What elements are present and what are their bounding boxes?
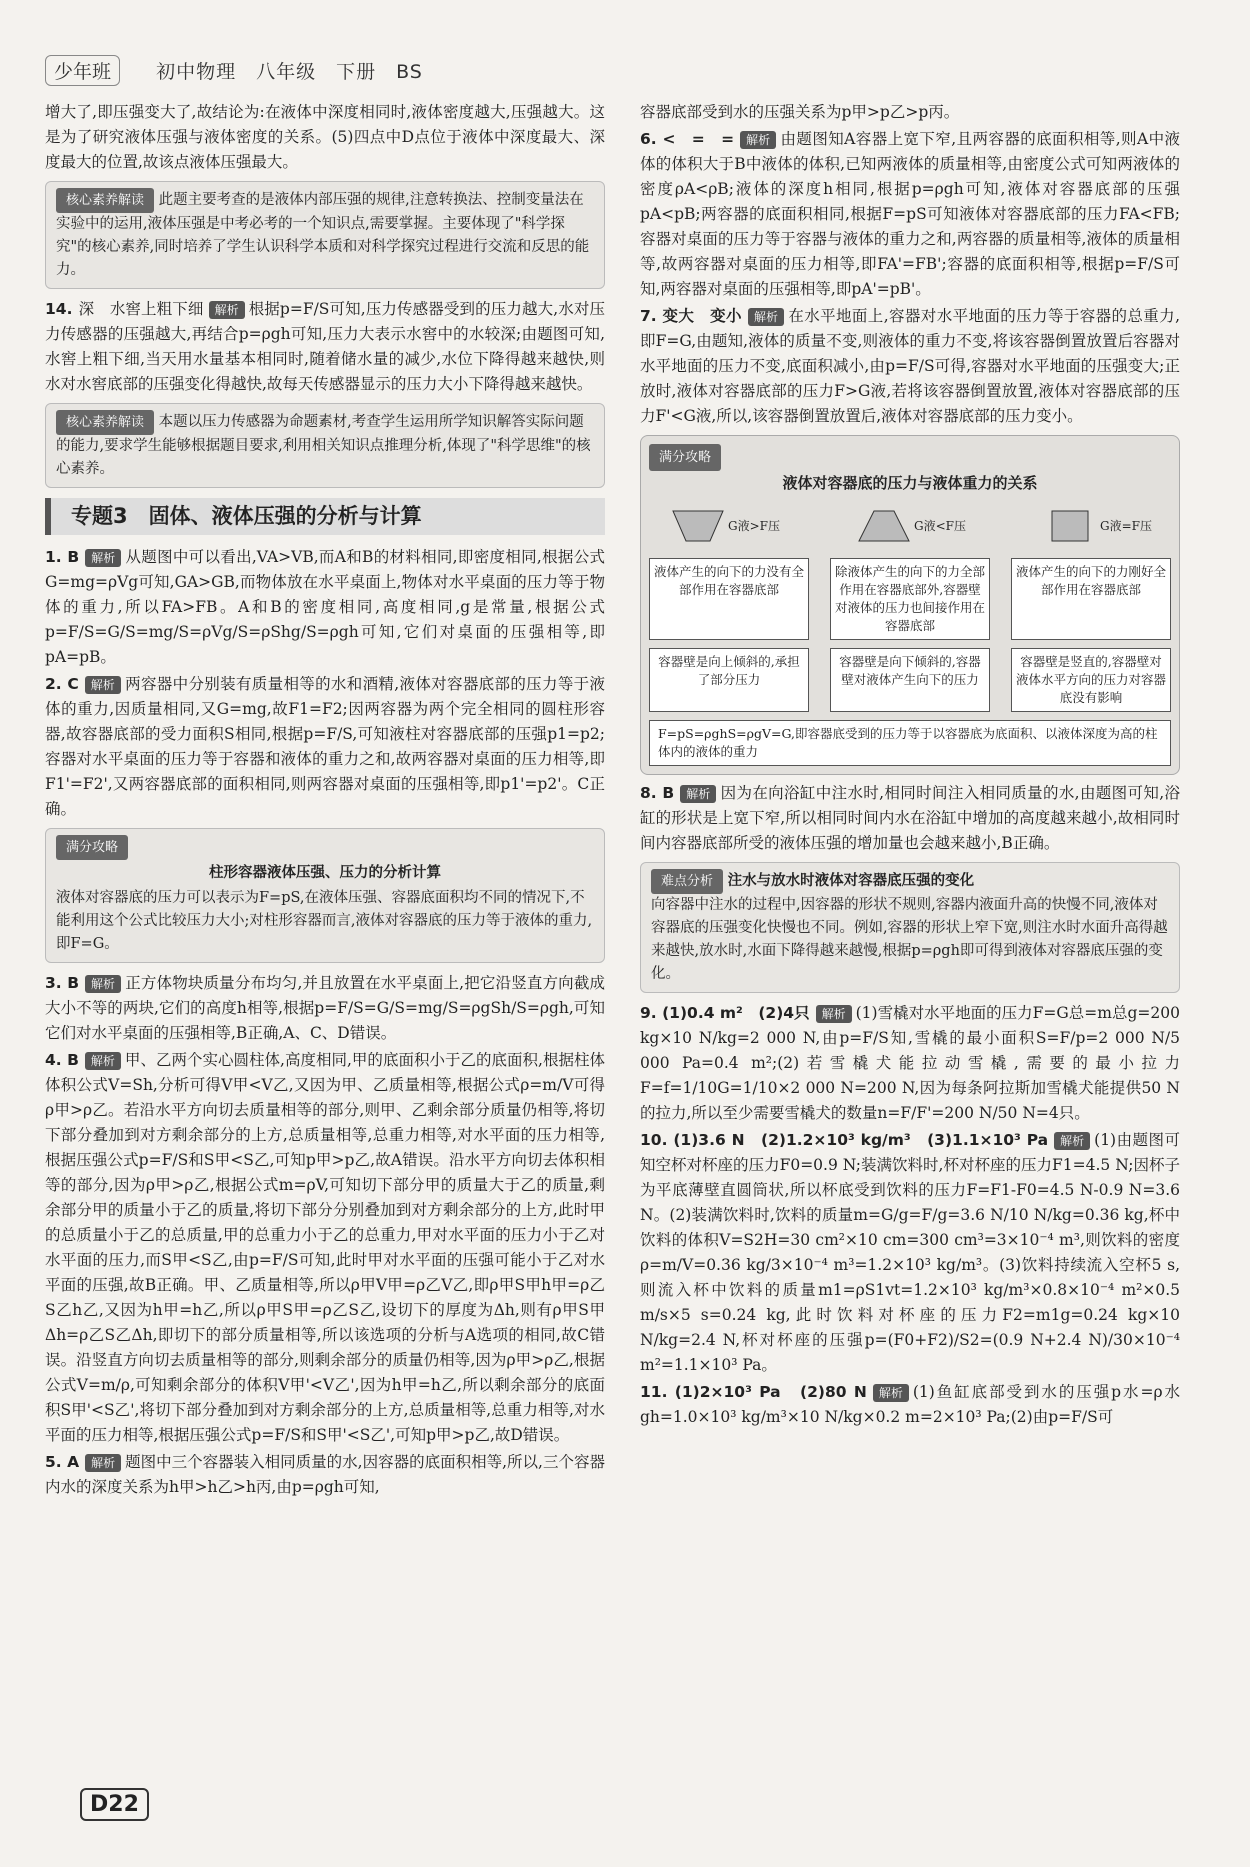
diagram-cell: 容器壁是竖直的,容器壁对液体水平方向的压力对容器底没有影响	[1011, 648, 1171, 712]
header-subject: 初中物理 八年级 下册 BS	[156, 61, 423, 83]
right-column	[640, 100, 1180, 1432]
box-title: 柱形容器液体压强、压力的分析计算	[209, 865, 441, 881]
page-number: D22	[80, 1788, 149, 1821]
question-10: 10. (1)3.6 N (2)1.2×10³ kg/m³ (3)1.1×10³ Pa 解析 (1)由题图可知空杯对杯座的压力F0=0.9 N;装满饮料时,杯对杯座的压力F1=4.5 N;因杯子为平底薄壁直圆筒状,所以杯底受到饮料的压力F=F1-F0=4.5 N-0.9 N=3.6 N。(2)装满饮料时,饮料的质量m=G/g=F/g=3.6 N/10 N/kg=0.36 kg,杯中饮料的体积V=S2H=30 cm²×10 cm=300 cm³=3×10⁻⁴ m³,则饮料的密度ρ=m/V=0.36 kg/3×10⁻⁴ m³=1.2×10³ kg/m³。(3)饮料持续流入空杯5 s,则流入杯中饮料的质量m1=ρS1vt=1.2×10³ kg/m³×0.8×10⁻⁴ m²×0.5 m/s×5 s=0.24 kg,此时饮料对杯座的压力F2=m1g=0.24 kg×10 N/kg=2.4 N,杯对杯座的压强p=(F0+F2)/S2=(0.9 N+2.4 N)/30×10⁻⁴ m²=1.1×10³ Pa。	[640, 1131, 1180, 1374]
box-title: 注水与放水时液体对容器底压强的变化	[727, 873, 975, 889]
vessel-icon	[1040, 506, 1100, 546]
explanation-row-2	[649, 648, 1171, 712]
vessel-narrow-top: G液<F压	[835, 502, 985, 550]
box-heading: 核心素养解读	[56, 188, 154, 213]
question-3: 3. B 解析 正方体物块质量分布均匀,并且放置在水平桌面上,把它沿竖直方向截成大小不等的两块,它们的高度h相等,根据p=F/S=G/S=mg/S=ρgSh/S=ρgh,可知它们对水平桌面的压强相等,B正确,A、C、D错误。	[45, 974, 605, 1042]
box-text: 本题以压力传感器为命题素材,考查学生运用所学知识解答实际问题的能力,要求学生能够根据题目要求,利用相关知识点推理分析,体现了"科学思维"的核心素养。	[56, 414, 591, 477]
question-4: 4. B 解析 甲、乙两个实心圆柱体,高度相同,甲的底面积小于乙的底面积,根据柱体体积公式V=Sh,分析可得V甲<V乙,又因为甲、乙质量相等,根据公式ρ=m/V可得ρ甲>ρ乙。若沿水平方向切去质量相等的部分,则甲、乙剩余部分质量仍相等,将切下部分叠加到对方剩余部分的上方,总质量相等,总重力相等,对水平面的压力相等,根据压强公式p=F/S和S甲<S乙,可知p甲>p乙,故A错误。沿水平方向切去体积相等的部分,因为ρ甲>ρ乙,根据公式m=ρV,可知切下部分甲的质量大于乙的质量,剩余部分甲的质量小于乙的质量,将切下部分分别叠加到对方剩余部分的上方,此时甲的总质量小于乙的总质量,甲的总重力小于乙的总重力,甲对水平面的压力小于乙对水平面的压力,而S甲<S乙,由p=F/S可知,此时甲对水平面的压强可能小于乙对水平面的压强,故B正确。甲、乙质量相等,所以ρ甲V甲=ρ乙V乙,即ρ甲S甲h甲=ρ乙S乙h乙,又因为h甲=h乙,所以ρ甲S甲=ρ乙S乙,设切下的厚度为Δh,则有ρ甲S甲Δh=ρ乙S乙Δh,即切下的部分质量相等,所以该选项的分析与A选项的相同,故C错误。沿竖直方向切去质量相等的部分,则剩余部分的质量仍相等,因为ρ甲>ρ乙,根据公式V=m/ρ,可知剩余部分的体积V甲'<V乙',因为h甲=h乙,所以剩余部分的底面积S甲'<S乙',将切下部分叠加到对方剩余部分的上方,总质量相等,总重力相等,对水平面的压力相等,根据压强公式p=F/S和S甲'<S乙',可知p甲>p乙,故D错误。	[45, 1051, 605, 1444]
diagram-cell: 液体产生的向下的力刚好全部作用在容器底部	[1011, 558, 1171, 640]
logo: 少年班	[45, 55, 120, 86]
analysis-tag: 解析	[209, 301, 245, 319]
vessel-row	[649, 502, 1171, 550]
diagram-cell: 液体产生的向下的力没有全部作用在容器底部	[649, 558, 809, 640]
question-7: 7. 变大 变小 解析 在水平地面上,容器对水平地面的压力等于容器的总重力,即F=G,由题知,液体的质量不变,则液体的重力不变,将该容器倒置放置后容器对水平地面的压力不变,底面积减小,由p=F/S可得,容器对水平地面的压强变大;正放时,液体对容器底部的压力F>G液,若将该容器倒置放置,液体对容器底部的压力F'<G液,所以,该容器倒置放置后,液体对容器底部的压力变小。	[640, 307, 1181, 425]
question-9: 9. (1)0.4 m² (2)4只 解析 (1)雪橇对水平地面的压力F=G总=m总g=200 kg×10 N/kg=2 000 N,由p=F/S知,雪橇的最小面积S=F/p=2 000 N/5 000 Pa=0.4 m²;(2)若雪橇犬能拉动雪橇,需要的最小拉力F=f=1/10G=1/10×2 000 N=200 N,因为每条阿拉斯加雪橇犬能提供50 N的拉力,所以至少需要雪橇犬的数量n=F/F'=200 N/50 N=4只。	[640, 1004, 1180, 1122]
page-header	[45, 55, 423, 86]
continuation: 容器底部受到水的压强关系为p甲>p乙>p丙。	[640, 103, 960, 121]
difficulty-box	[640, 862, 1180, 993]
pressure-diagram	[640, 435, 1180, 775]
box-text: 向容器中注水的过程中,因容器的形状不规则,容器内液面升高的快慢不同,液体对容器底的压强变化快慢也不同。例如,容器的形状上窄下宽,则注水时水面升高得越来越快,放水时,水面下降得越来越慢,根据p=ρgh即可得到液体对容器底压强的变化。	[651, 897, 1168, 982]
question-1: 1. B 解析 从题图中可以看出,VA>VB,而A和B的材料相同,即密度相同,根据公式G=mg=ρVg可知,GA>GB,而物体放在水平桌面上,物体对水平桌面的压力等于物体的重力,所以FA>FB。A和B的密度相同,高度相同,g是常量,根据公式p=F/S=G/S=mg/S=ρVg/S=ρShg/S=ρgh可知,它们对桌面的压强相等,即pA=pB。	[45, 548, 605, 666]
intro-paragraph: 增大了,即压强变大了,故结论为:在液体中深度相同时,液体密度越大,压强越大。这是为了研究液体压强与液体密度的关系。(5)四点中D点位于液体中深度最大、深度最大的位置,故该点液体压强最大。	[45, 103, 605, 171]
diagram-conclusion: F=pS=ρghS=ρgV=G,即容器底受到的压力等于以容器底为底面积、以液体深度为高的柱体内的液体的重力	[649, 720, 1171, 766]
question-5: 5. A 解析 题图中三个容器装入相同质量的水,因容器的底面积相等,所以,三个容器内水的深度关系为h甲>h乙>h丙,由p=ρgh可知,	[45, 1453, 605, 1496]
question-8: 8. B 解析 因为在向浴缸中注水时,相同时间注入相同质量的水,由题图可知,浴缸的形状是上宽下窄,所以相同时间内水在浴缸中增加的高度越来越小,故相同时间内容器底部所受的液体压强的增加量也会越来越小,B正确。	[640, 784, 1180, 852]
left-column	[45, 100, 605, 1502]
vessel-icon	[854, 506, 914, 546]
full-marks-box	[45, 828, 605, 963]
box-heading: 难点分析	[651, 869, 723, 894]
diagram-title: 液体对容器底的压力与液体重力的关系	[782, 474, 1038, 492]
vessel-wide-top: G液>F压	[649, 502, 799, 550]
box-text: 此题主要考查的是液体内部压强的规律,注意转换法、控制变量法在实验中的运用,液体压强是中考必考的一个知识点,需要掌握。主要体现了"科学探究"的核心素养,同时培养了学生认识科学本质和对科学探究过程进行交流和反思的能力。	[56, 192, 590, 278]
explanation-row-1	[649, 558, 1171, 640]
box-text: 液体对容器底的压力可以表示为F=pS,在液体压强、容器底面积均不同的情况下,不能利用这个公式比较压力大小;对柱形容器而言,液体对容器底的压力等于液体的重力,即F=G。	[56, 890, 593, 952]
section-title: 专题3 固体、液体压强的分析与计算	[45, 498, 605, 535]
question-6: 6. < = = 解析 由题图知A容器上宽下窄,且两容器的底面积相等,则A中液体的体积大于B中液体的体积,已知两液体的质量相等,由密度公式可知两液体的密度ρA<ρB;液体的深度h相同,根据p=ρgh可知,液体对容器底部的压强pA<pB;两容器的底面积相同,根据F=pS可知液体对容器底部的压力FA<FB;容器对桌面的压力等于容器与液体的重力之和,两容器的质量相等,液体的质量相等,故两容器对桌面的压力相等,即FA'=FB';容器的底面积相等,根据p=F/S可知,两容器对桌面的压强相等,即pA'=pB'。	[640, 130, 1180, 298]
diagram-cell: 除液体产生的向下的力全部作用在容器底部外,容器壁对液体的压力也间接作用在容器底部	[830, 558, 990, 640]
vessel-icon	[668, 506, 728, 546]
diagram-heading: 满分攻略	[649, 444, 721, 471]
question-2: 2. C 解析 两容器中分别装有质量相等的水和酒精,液体对容器底部的压力等于液体的重力,因质量相同,又G=mg,故F1=F2;因两容器为两个完全相同的圆柱形容器,故容器底部的受力面积S相同,根据p=F/S,可知液柱对容器底部的压强p1=p2;容器对水平桌面的压力等于容器和液体的重力之和,故两容器对桌面的压力相等,即F1'=F2',又两容器底部的面积相同,则两容器对桌面的压强相等,即p1'=p2'。C正确。	[45, 675, 605, 818]
question-14: 14. 深 水窖上粗下细 解析 根据p=F/S可知,压力传感器受到的压力越大,水对压力传感器的压强越大,再结合p=ρgh可知,压力大表示水窖中的水较深;由题图可知,水窖上粗下细,当天用水量基本相同时,随着储水量的减少,水位下降得越来越快,则水对水窖底部的压强变化得越快,故每天传感器显示的压力大小下降得越来越快。	[45, 300, 605, 393]
question-11: 11. (1)2×10³ Pa (2)80 N 解析 (1)鱼缸底部受到水的压强p水=ρ水gh=1.0×10³ kg/m³×10 N/kg×0.2 m=2×10³ Pa;(2)由p=F/S可	[640, 1383, 1180, 1426]
core-literacy-box-2	[45, 403, 605, 488]
vessel-straight: G液=F压	[1021, 502, 1171, 550]
box-heading: 核心素养解读	[56, 410, 154, 435]
core-literacy-box-1	[45, 181, 605, 289]
box-heading: 满分攻略	[56, 835, 128, 860]
diagram-cell: 容器壁是向上倾斜的,承担了部分压力	[649, 648, 809, 712]
diagram-cell: 容器壁是向下倾斜的,容器壁对液体产生向下的压力	[830, 648, 990, 712]
